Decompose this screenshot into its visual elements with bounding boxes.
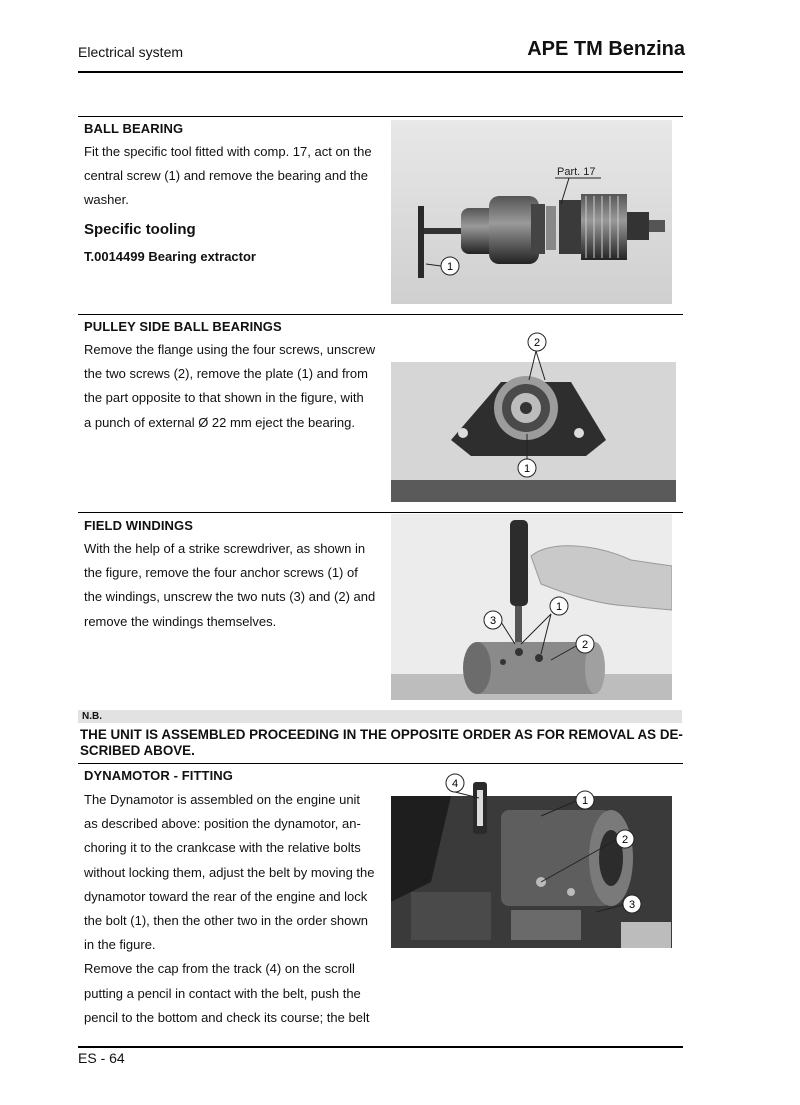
note-label: N.B.: [82, 711, 102, 722]
text-line: With the help of a strike screwdriver, as shown in: [84, 541, 366, 556]
section-divider: [78, 116, 683, 117]
footer-rule: [78, 1046, 683, 1048]
header-section-title: Electrical system: [78, 44, 184, 60]
section-title-dynamotor: DYNAMOTOR - FITTING: [84, 768, 233, 783]
text-line: the two screws (2), remove the plate (1) and from: [84, 366, 368, 382]
section-divider: [78, 512, 683, 513]
callout-2: 2: [581, 639, 589, 651]
callout-2: 2: [533, 337, 541, 349]
tool-item: T.0014499 Bearing extractor: [84, 249, 256, 264]
note-bar: [78, 710, 682, 723]
text-line: the part opposite to that shown in the figure, with: [84, 390, 364, 406]
text-line: Fit the specific tool fitted with comp. 17, act on the: [84, 144, 372, 159]
field-windings-photo: [391, 514, 672, 700]
callout-4: 4: [451, 778, 459, 790]
text-line: dynamotor toward the rear of the engine and lock: [84, 888, 368, 904]
dynamotor-fitting-photo: [391, 772, 672, 952]
specific-tooling-heading: Specific tooling: [84, 221, 196, 238]
section-divider: [78, 314, 683, 315]
page-number: ES - 64: [78, 1050, 125, 1066]
text-line: the figure, remove the four anchor screws (1) of: [84, 565, 358, 581]
text-line: Remove the flange using the four screws, unscrew: [84, 342, 376, 357]
text-line: in the figure.: [84, 937, 156, 953]
text-line: choring it to the crankcase with the relative bolts: [84, 840, 361, 856]
callout-1: 1: [446, 261, 454, 273]
text-line: The Dynamotor is assembled on the engine unit: [84, 792, 361, 807]
pulley-text: [84, 338, 384, 435]
callout-2: 2: [621, 834, 629, 846]
callout-3: 3: [628, 899, 636, 911]
callout-1: 1: [581, 795, 589, 807]
section-title-ball-bearing: BALL BEARING: [84, 121, 184, 136]
text-line: Remove the cap from the track (4) on the scroll: [84, 961, 355, 977]
ball-bearing-text: [84, 140, 384, 213]
section-divider: [78, 763, 683, 764]
text-line: pencil to the bottom and check its course; the belt: [84, 1009, 370, 1025]
header-rule: [78, 71, 683, 73]
field-text: [84, 537, 384, 634]
note-text: THE UNIT IS ASSEMBLED PROCEEDING IN THE OPPOSITE ORDER AS FOR REMOVAL AS DE-SCRIBED ABOVE.: [80, 727, 683, 758]
pulley-flange-photo: [391, 330, 676, 502]
callout-3: 3: [489, 615, 497, 627]
text-line: putting a pencil in contact with the belt, push the: [84, 985, 361, 1001]
callout-1: 1: [555, 601, 563, 613]
text-line: as described above: position the dynamotor, an-: [84, 816, 361, 832]
section-title-field-windings: FIELD WINDINGS: [84, 518, 194, 533]
text-line: the bolt (1), then the other two in the order shown: [84, 913, 369, 929]
dynamotor-text: [84, 788, 384, 1030]
figure-label-part17: Part. 17: [557, 166, 596, 178]
text-line: remove the windings themselves.: [84, 613, 277, 629]
text-line: without locking them, adjust the belt by moving the: [84, 864, 375, 880]
text-line: washer.: [84, 192, 129, 208]
callout-1: 1: [523, 463, 531, 475]
bearing-extractor-photo: [391, 120, 672, 304]
text-line: central screw (1) and remove the bearing and the: [84, 168, 368, 184]
section-title-pulley-bearings: PULLEY SIDE BALL BEARINGS: [84, 319, 282, 334]
text-line: a punch of external Ø 22 mm eject the bearing.: [84, 414, 355, 430]
header-manual-title: APE TM Benzina: [527, 38, 685, 60]
text-line: the windings, unscrew the two nuts (3) and (2) and: [84, 589, 376, 605]
